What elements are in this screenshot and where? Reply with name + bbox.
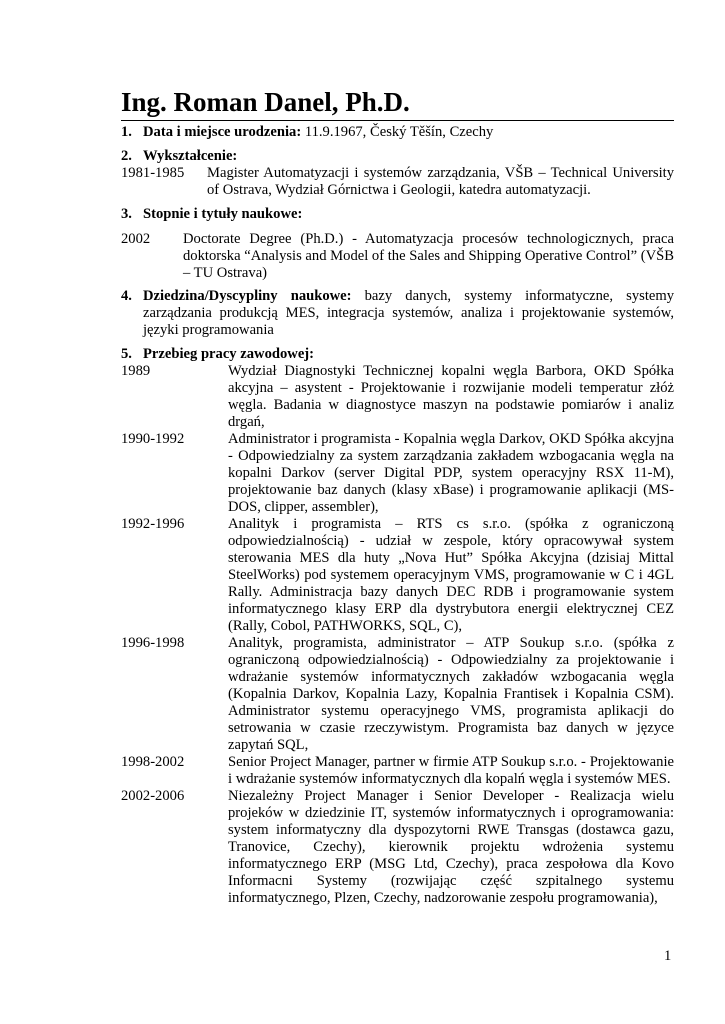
section-heading: Data i miejsce urodzenia:	[143, 124, 302, 140]
section-number: 1.	[121, 124, 132, 140]
section-heading: Wykształcenie:	[143, 148, 238, 164]
section-heading: Przebieg pracy zawodowej:	[143, 346, 315, 362]
education-years: 1981-1985	[121, 165, 185, 181]
employment-years: 1996-1998	[121, 635, 185, 651]
employment-text: Analityk, programista, administrator – ATP Soukup s.r.o. (spółka z ograniczoną odpowiedzialnością) - Odpowiedzialny za projektowanie i wdrażanie systemów informatycznych zakładów wzbogacania węgla (Kopalnia Darkov, Kopalnia Lazy, Kopalnia Frantisek i Kopalnia CSM). Administrator systemu operacyjnego VMS, programista aplikacji do setrowania w czasie rzeczywistym. Programista baz danych w języce zapytań SQL,	[228, 635, 674, 753]
employment-entry	[121, 754, 674, 788]
page-title: Ing. Roman Danel, Ph.D.	[121, 86, 674, 121]
employment-years: 1990-1992	[121, 431, 185, 447]
section-number: 4.	[121, 288, 132, 304]
degree-year: 2002	[121, 231, 151, 247]
degree-text: Doctorate Degree (Ph.D.) - Automatyzacja procesów technologicznych, praca doktorska “Analysis and Model of the Sales and Shipping Operative Control” (VŠB – TU Ostrava)	[183, 231, 674, 281]
employment-entry	[121, 431, 674, 516]
employment-years: 1998-2002	[121, 754, 185, 770]
employment-years: 1992-1996	[121, 516, 185, 532]
page-number: 1	[664, 948, 672, 964]
section-heading: Dziedzina/Dyscypliny naukowe:	[143, 288, 352, 304]
employment-years: 1989	[121, 363, 151, 379]
birth-value: 11.9.1967, Český Těšín, Czechy	[301, 124, 494, 140]
section-heading: Stopnie i tytuły naukowe:	[143, 206, 303, 222]
employment-entry	[121, 635, 674, 754]
employment-text: Analityk i programista – RTS cs s.r.o. (spółka z ograniczoną odpowiedzialnością) - udział w zespole, który opracowywał system sterowania MES dla huty „Nova Hut” Spółka Akcyjna (dzisiaj Mittal SteelWorks) pod systemem operacyjnym VMS, programowanie w C i 4GL Rally. Administracja bazy danych DEC RDB i programowanie system informatycznego klasy ERP dla dystrybutora energii elektrycznej CEZ (Rally, Cobol, PATHWORKS, SQL, C),	[228, 516, 674, 634]
employment-entry	[121, 788, 674, 907]
employment-entry	[121, 516, 674, 635]
employment-text: Niezależny Project Manager i Senior Developer - Realizacja wielu projeków w dziedzinie IT, systemów informatycznych i oprogramowania: system informatyczny dla dyspozytorni RWE Transgas (dostawca gazu, Tranovice, Czechy), kierownik projektu wdrożenia systemu informatycznego ERP (MSG Ltd, Czechy), praca zespołowa dla Kovo Informacni Systemy (rozwijając część szpitalnego systemu informatycznego, Plzen, Czechy, nadzorowanie zespołu programowania),	[228, 788, 674, 906]
section-number: 3.	[121, 206, 132, 222]
education-text: Magister Automatyzacji i systemów zarządzania, VŠB – Technical University of Ostrava, Wydział Górnictwa i Geologii, katedra automatyzacji.	[207, 165, 674, 198]
section-education	[121, 148, 674, 199]
section-degrees	[121, 206, 674, 282]
employment-years: 2002-2006	[121, 788, 185, 804]
section-birth	[121, 124, 674, 141]
disciplines-text: bazy danych, systemy informatyczne, systemy zarządzania produkcją MES, integracja systemów, analiza i projektowanie systemów, języki programowania	[143, 288, 675, 338]
employment-entry	[121, 363, 674, 431]
section-number: 2.	[121, 148, 132, 164]
employment-text: Wydział Diagnostyki Technicznej kopalni węgla Barbora, OKD Spółka akcyjna – asystent - Projektowanie i rozwijanie modeli temperatur złóż węgla. Badania w diagnostyce maszyn na podstawie pomiarów i analiz drgań,	[228, 363, 674, 430]
employment-text: Senior Project Manager, partner w firmie ATP Soukup s.r.o. - Projektowanie i wdrażanie systemów informatycznych dla kopalń węgla i systemów MES.	[228, 754, 674, 787]
section-number: 5.	[121, 346, 132, 362]
employment-text: Administrator i programista - Kopalnia węgla Darkov, OKD Spółka akcyjna - Odpowiedzialny za system zarządzania zakładem wzbogacania węgla na kopalni Darkov (server Digital PDP, system operacyjny RSX 11-M), projektowanie baz danych (klasy xBase) i programowanie aplikacji (MS-DOS, clipper, assembler),	[228, 431, 674, 515]
section-employment	[121, 346, 674, 907]
section-disciplines	[121, 288, 674, 339]
